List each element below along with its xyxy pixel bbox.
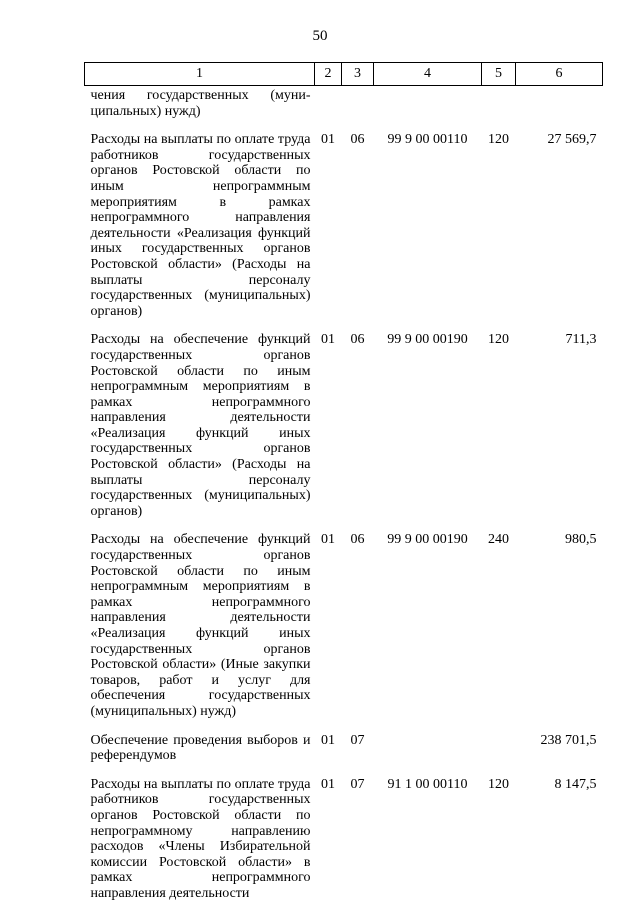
row-pr: 07 <box>350 732 365 748</box>
row-rz: 01 <box>321 532 335 548</box>
row-pr: 06 <box>350 132 365 148</box>
table-row <box>85 532 603 732</box>
row-rz: 01 <box>321 776 335 792</box>
row-vr <box>482 733 516 777</box>
row-vr: 120 <box>488 332 509 348</box>
table-row <box>85 86 603 133</box>
row-csr <box>374 86 482 133</box>
row-name: Расходы на обеспечение функций государственных органов Ростовской области по иным непрограммным мероприятиям в рамках непрограммного направления деятельности «Реализация функций иных государственных органов Ростовской области» (Расходы на выплаты персоналу государственных (муниципальных) органов) <box>90 332 311 519</box>
table-row <box>85 733 603 777</box>
row-vr: 120 <box>488 132 509 148</box>
row-name: Расходы на обеспечение функций государственных органов Ростовской области по иным непрограммным мероприятиям в рамках непрограммного направления деятельности «Реализация функций иных государственных органов Ростовской области» (Иные закупки товаров, работ и услуг для обеспечения государственных (муниципальных) нужд) <box>90 532 311 719</box>
row-csr: 99 9 00 00190 <box>387 532 468 548</box>
row-pr: 06 <box>350 532 365 548</box>
table-row <box>85 332 603 532</box>
header-col-1: 1 <box>85 63 315 86</box>
table-row <box>85 777 603 915</box>
row-csr: 91 1 00 00110 <box>387 776 468 792</box>
header-col-3: 3 <box>342 63 374 86</box>
budget-table <box>84 62 603 915</box>
row-rz <box>315 86 342 133</box>
header-col-5: 5 <box>482 63 516 86</box>
row-name: Расходы на выплаты по оплате труда работников государственных органов Ростовской области по иным непрограммным мероприятиям в рамках непрограммного направления деятельности «Реализация функций иных государственных органов Ростовской области» (Расходы на выплаты персоналу государственных (муниципальных) органов) <box>90 132 311 319</box>
row-vr <box>482 86 516 133</box>
row-csr: 99 9 00 00110 <box>387 132 468 148</box>
row-sum <box>516 86 603 133</box>
row-sum: 238 701,5 <box>540 732 597 748</box>
row-sum: 8 147,5 <box>554 776 597 792</box>
row-pr <box>342 86 374 133</box>
row-rz: 01 <box>321 732 335 748</box>
row-pr: 06 <box>350 332 365 348</box>
row-rz: 01 <box>321 132 335 148</box>
page-number: 50 <box>312 28 328 44</box>
row-name: Обеспечение проведения выборов и референдумов <box>90 732 311 764</box>
row-csr <box>374 733 482 777</box>
row-vr: 240 <box>488 532 509 548</box>
row-pr: 07 <box>350 776 365 792</box>
header-col-4: 4 <box>374 63 482 86</box>
row-rz: 01 <box>321 332 335 348</box>
row-name: чения государственных (муни-ципальных) нужд) <box>90 88 311 119</box>
row-name: Расходы на выплаты по оплате труда работников государственных органов Ростовской области по непрограммному направлению расходов «Члены Избирательной комиссии Ростовской области» в рамках непрограммного направления деятельности <box>90 776 311 901</box>
header-col-2: 2 <box>315 63 342 86</box>
row-csr: 99 9 00 00190 <box>387 332 468 348</box>
header-row <box>85 63 603 86</box>
row-vr: 120 <box>488 776 509 792</box>
table-row <box>85 132 603 332</box>
row-sum: 711,3 <box>565 332 597 348</box>
row-sum: 980,5 <box>565 532 597 548</box>
header-col-6: 6 <box>516 63 603 86</box>
row-sum: 27 569,7 <box>547 132 597 148</box>
